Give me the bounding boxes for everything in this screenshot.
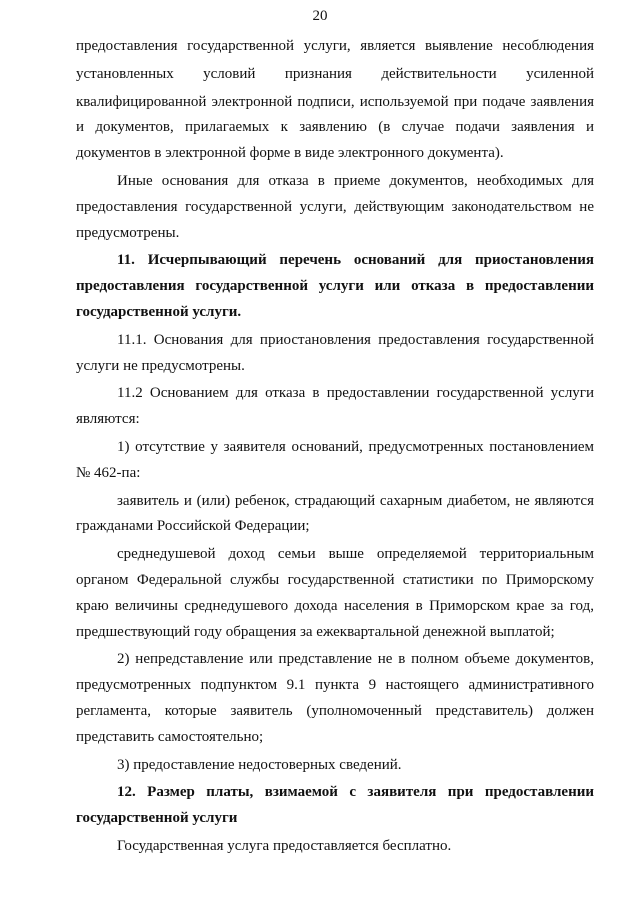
list-item-1: 1) отсутствие у заявителя оснований, предусмотренных постановлением № 462-па: bbox=[76, 438, 594, 481]
section-heading-12: 12. Размер платы, взимаемой с заявителя при предоставлении государственной услуги bbox=[76, 784, 594, 827]
paragraph-11-1: 11.1. Основания для приостановления предоставления государственной услуги не предусмотрены. bbox=[76, 331, 594, 374]
list-item-3: 3) предоставление недостоверных сведений. bbox=[117, 756, 402, 773]
list-item-2: 2) непредставление или представление не в полном объеме документов, предусмотренных подпунктом 9.1 пункта 9 настоящего административного регламента, которые заявитель (уполномоченный представитель) должен представить самостоятельно; bbox=[76, 651, 594, 745]
list-subitem-income: среднедушевой доход семьи выше определяемой территориальным органом Федеральной службы государственной статистики по Приморскому краю величины среднедушевого дохода населения в Приморском крае за год, предшествующий году обращения за ежеквартальной денежной выплатой; bbox=[76, 546, 594, 640]
paragraph-continuation-line-1: предоставления государственной услуги, является выявление несоблюдения bbox=[76, 38, 594, 54]
paragraph-continuation-rest: квалифицированной электронной подписи, используемой при подаче заявления и документов, прилагаемых к заявлению (в случае подачи заявления и документов в электронной форме в виде электронного документа). bbox=[76, 93, 594, 162]
paragraph-continuation-line-2: установленных условий признания действительности усиленной bbox=[76, 65, 594, 82]
paragraph-fee: Государственная услуга предоставляется бесплатно. bbox=[117, 837, 452, 854]
document-body bbox=[76, 36, 594, 862]
page-number: 20 bbox=[312, 8, 328, 24]
paragraph-11-2: 11.2 Основанием для отказа в предоставлении государственной услуги являются: bbox=[76, 385, 594, 428]
list-subitem-citizenship: заявитель и (или) ребенок, страдающий сахарным диабетом, не являются гражданами Российской Федерации; bbox=[76, 492, 594, 535]
section-heading-11: 11. Исчерпывающий перечень оснований для приостановления предоставления государственной услуги или отказа в предоставлении государственной услуги. bbox=[76, 252, 594, 320]
paragraph-other-grounds: Иные основания для отказа в приеме документов, необходимых для предоставления государственной услуги, действующим законодательством не предусмотрены. bbox=[76, 172, 594, 241]
